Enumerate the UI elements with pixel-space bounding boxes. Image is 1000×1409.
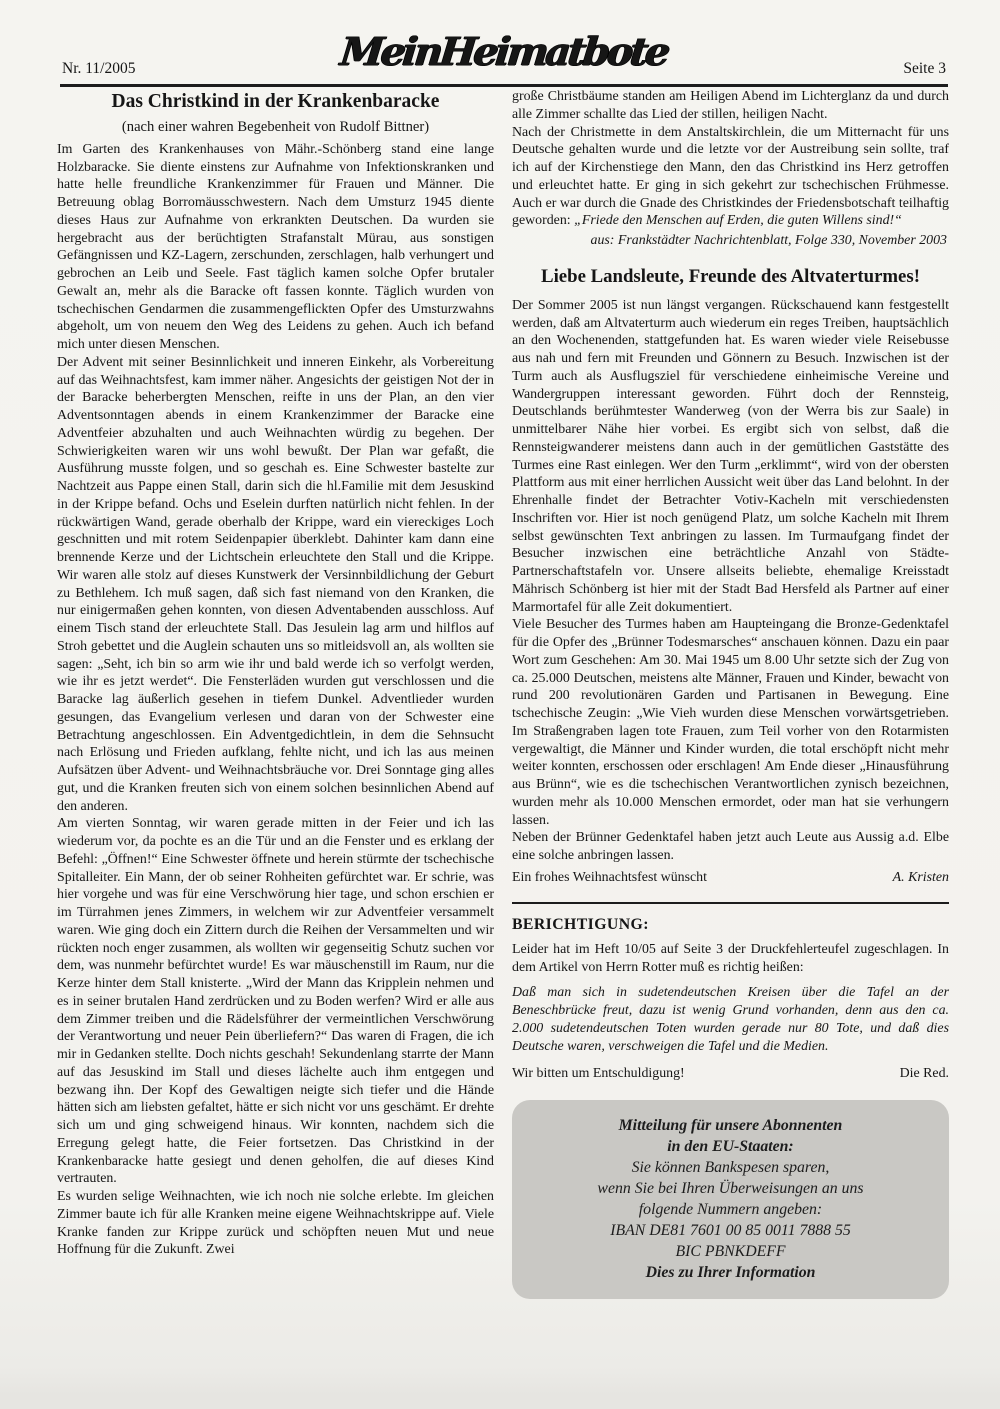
continuation-text: Nach der Christmette in dem Anstaltskirchlein, die um Mitternacht für uns Deutsche gehalten wurde und die letzte vor der Austreibung sein sollte, traf ich auf der Kirchenstiege den Mann, den das Christkind ins Herz getroffen und erleuchtet hatte. Er ging in sich gekehrt zur tschechischen Frühmesse. Auch er war durch die Gnade des Christkindes der Friedensbotschaft teilhaftig geworden: [512,124,949,229]
editors-signature: Die Red. [899,1065,949,1081]
section-divider [512,902,949,904]
closing-wish: Ein frohes Weihnachtsfest wünscht [512,869,707,885]
source-attribution: aus: Frankstädter Nachrichtenblatt, Folge 330, November 2003 [590,233,947,248]
article2-paragraph: Viele Besucher des Turmes haben am Haupteingang die Bronze-Gedenktafel für die Opfer des „Brünner Todesmarsches“ anschauen können. Dazu ein paar Wort zum Geschehen: Am 30. Mai 1945 um 8.00 Uhr setzte sich der Zug von ca. 25.000 Deutschen, meistens alte Männer, Frauen und Kinder, bewacht von rund 200 revolutionären Garden und Partisanen in Bewegung. Eine tschechische Zeugin: „Wie Vieh wurden diese Menschen vorwärtsgetrieben. Im Straßengraben lagen tote Frauen, zum Teil vorher von den Rotarmisten vergewaltigt, die Männer und Kinder wurden, die total erschöpft nicht mehr weiter konnten, erschossen oder erschlagen! Am Ende dieser „Hinausführung aus Brünn“, wie es die tschechischen Verantwortlichen zynisch bezeichnen, wurden mehr als 10.000 Menschen ermordet, oder man hat sie verhungern lassen. [512,617,949,828]
article1-paragraph: Es wurden selige Weihnachten, wie ich noch nie solche erlebte. Im gleichen Zimmer baute ich für alle Kranken meine eigene Weihnachtskrippe auf. Viele Kranke fanden zur Krippe zurück und schöpften neuen Mut und neue Hoffnung für die Zukunft. Zwei [57,1189,494,1258]
page-number: Seite 3 [903,60,946,77]
notice-line: wenn Sie bei Ihren Überweisungen an uns [597,1180,864,1198]
issue-number: Nr. 11/2005 [62,60,136,77]
notice-line: Mitteilung für unsere Abonnenten [618,1117,843,1135]
notice-line: folgende Nummern angeben: [638,1201,823,1219]
notice-line: in den EU-Staaten: [667,1138,794,1156]
subscriber-notice-box [512,1100,949,1299]
article1-paragraph: Im Garten des Krankenhauses von Mähr.-Schönberg stand eine lange Holzbaracke. Sie diente einstens zur Aufnahme von Infektionskranken und hatte helle freundliche Krankenzimmer für Frauen und Männer. Die Betreuung oblag Borromäusschwestern. Nach dem Umsturz 1945 diente dieses Haus zur Aufnahme von erkrankten Deutschen. Da wurden sie hergebracht aus der berüchtigten Strafanstalt Mürau, aus sonstigen Gefängnissen und KZ-Lagern, zerschunden, zerschlagen, halb verhungert und gebrochen an Leib und Seele. Fast täglich kamen solche Opfer brutaler Gewalt an, mehr als die Baracke oft fassen konnte. Täglich wurden von tschechischen Gendarmen die zusammengeflickten Opfer des Umsturzwahns abgeholt, um von neuem den Weg des Leidens zu gehen. Auch ich befand mich unter diesen Menschen. [57,141,494,352]
article1-subtitle: (nach einer wahren Begebenheit von Rudolf Bittner) [121,119,430,135]
author-signature: A. Kristen [892,869,949,885]
correction-title: BERICHTIGUNG: [512,915,649,933]
article2-paragraph: Neben der Brünner Gedenktafel haben jetzt auch Leute aus Aussig a.d. Elbe eine solche anbringen lassen. [512,830,949,863]
article1-paragraph: Am vierten Sonntag, wir waren gerade mitten in der Feier und ich las wiederum vor, da pochte es an die Tür und an die Fenster und es erklang der Befehl: „Öffnen!“ Eine Schwester öffnete und herein stürmte der tschechische Spitalleiter. Ein Mann, der ob seiner Rohheiten gefürchtet war. Er schrie, was hier vorgehe und was für eine Verschwörung hier tage, und schon erschien er im Türrahmen jenes Zimmers, in welchem wir zur Adventfeier versammelt waren. Wie ging doch ein Zittern durch die Reihen der Versammelten und wir rückten noch enger zusammen, als wollten wir gegenseitig Schutz suchen vor dem, was nunmehr befürchtet wurde! Es war mäuschenstill im Raum, nur die Kerze hinter dem Stall knisterte. „Wird der Mann das Kripplein nehmen und es in seiner brutalen Hand zerdrücken und zu Boden werfen? Wird er alle aus dem Zimmer treiben und die Rädelsführer der vermeintlichen Verschwörung der Verantwortung und neuer Pein überliefern?“ Das waren di Fragen, die ich mir in Gedanken stellte. Doch nichts geschah! Sekundenlang starrte der Mann auf das Jesuskind im Stall und dieses lächelte auch ihm entgegen und bezwang ihn. Der Kopf des Gewaltigen neigte sich tiefer und die Hände hätten sich am liebsten gefaltet, hätte er sich nicht vor uns geschämt. Er drehte sich um und ging schweigend hinaus. Wir konnten, nachdem sich die Erregung gelegt hatte, die Feier fortsetzen. Das Christkind in der Krankenbaracke hatte gesiegt und denen geholfen, die auf dieses Kind vertrauten. [57,816,494,1187]
article1-paragraph: Der Advent mit seiner Besinnlichkeit und inneren Einkehr, als Vorbereitung auf das Weihnachtsfest, kam immer näher. Angesichts der geistigen Not der in der Baracke beherbergten Menschen, reifte in uns der Plan, an den vier Adventsonntagen abends in einem Krankenzimmer der Baracke eine Adventfeier abzuhalten und auch Weihnachten würdig zu begehen. Der Schwierigkeiten waren wir uns wohl bewußt. Der Plan war gefaßt, die Ausführung musste folgen, und so geschah es. Eine Schwester bastelte zur Nachtzeit aus Pappe einen Stall, darin sich die hl.Familie mit dem Jesuskind in der Krippe befand. Ochs und Eselein durften natürlich nicht fehlen. In der rückwärtigen Wand, gerade oberhalb der Krippe, ward ein viereckiges Loch geschnitten und mit rotem Seidenpapier überklebt. Dahinter kam dann eine brennende Kerze und der Lichtschein erleuchtete den Stall und die Krippe. Wir waren alle stolz auf dieses Kunstwerk der Versinnbildlichung der Geburt zu Bethlehem. Ich muß sagen, daß sich fast niemand von den Kranken, die nur einigermaßen gehen konnten, von diesen Adventabenden ausschloss. Auf einem Tisch stand der erleuchtete Stall. Das Jesulein lag arm und hilflos auf Stroh gebettet und die Auglein schauten uns so mitleidsvoll an, als wollten sie sagen: „Seht, ich bin so arm wie ihr und bald werde ich so verfolgt werden, wie ihr es jetzt werdet“. Die Fensterläden wurden gut verschlossen und die Baracke lag äußerlich gesehen in tiefem Dunkel. Adventlieder wurden gesungen, das Evangelium verlesen und daran von der Schwester eine Betrachtung angeschlossen. Ein Adventgedichtlein, in dem die Sehnsucht nach Erlösung und Frieden aufklang, fehlte nicht, und ich las aus meinen Aufsätzen über Advent- und Weihnachtsbräuche vor. Drei Sonntage ging alles gut, und die Kranken freuten sich von einem solchen besinnlichen Abend auf den anderen. [57,354,494,814]
right-column [512,88,949,1299]
article1-continuation-paragraph [512,124,949,231]
article1-continuation-paragraph: große Christbäume standen am Heiligen Abend im Lichterglanz da und durch alle Zimmer schallte das Lied der stillen, heiligen Nacht. [512,89,949,122]
article2-title: Liebe Landsleute, Freunde des Altvaterturmes! [541,265,920,287]
correction-quote: Daß man sich in sudetendeutschen Kreisen über die Tafel an der Beneschbrücke freut, dazu ist wenig Grund vorhanden, denn aus den ca. 2.000 sudetendeutschen Toten wurden gerade nur 80 Tote, und daß dies Deutsche waren, verschweigen die Tafel und die Medien. [512,984,949,1055]
article1-title: Das Christkind in der Krankenbaracke [111,91,440,112]
correction-closing [512,1065,949,1083]
notice-line-iban: IBAN DE81 7601 00 85 0011 7888 55 [610,1222,851,1240]
scan-edge [0,1395,1000,1409]
left-column [57,88,494,1259]
page-header [60,28,948,87]
correction-intro: Leider hat im Heft 10/05 auf Seite 3 der Druckfehlerteufel zugeschlagen. In dem Artikel von Herrn Rotter muß es richtig heißen: [512,942,949,975]
article2-closing [512,869,949,887]
notice-line: Sie können Bankspesen sparen, [631,1159,830,1177]
article2-paragraph: Der Sommer 2005 ist nun längst vergangen. Rückschauend kann festgestellt werden, daß am Altvaterturm auch wiederum ein reges Treiben, hauptsächlich an den Wochenenden, stattgefunden hat. Es waren wieder viele Reisebusse aus nah und fern mit Freunden und Gönnern zu Besuch. Inzwischen ist der Turm auch als Ausflugsziel für verschiedene einheimische Vereine und Wandergruppen interessant geworden. Führt doch der Rennsteig, Deutschlands berühmtester Wanderweg (von der Werra bis zur Saale) in unmittelbarer Nähe hier vorbei. Es ergibt sich von selbst, daß die Rennsteigwanderer meistens dann auch in der gemütlichen Gaststätte des Turmes eine Rast einlegen. Wer den Turm „erklimmt“, wird von der obersten Plattform aus mit einer herrlichen Aussicht weit über das Land belohnt. In der Ehrenhalle findet der Betrachter Votiv-Kacheln mit verschiedensten Inschriften vor. Hier ist noch genügend Platz, um solche Kacheln mit Ihrem selbst gewünschten Text anbringen zu lassen. Im Turmaufgang findet der Besucher inzwischen eine beträchtliche Anzahl von Städte-Partnerschaftstafeln vor. Unsere allseits beliebte, ehemalige Kreisstadt Mährisch Schönberg ist hier mit der Stadt Bad Hersfeld als Partner auf einer Marmortafel für alle Zeit dokumentiert. [512,297,949,615]
notice-line-bic: BIC PBNKDEFF [675,1243,786,1261]
masthead-logo: MeinHeimatbote [338,29,670,75]
apology-text: Wir bitten um Entschuldigung! [512,1065,685,1081]
peace-quote: „Friede den Menschen auf Erden, die guten Willens sind!“ [574,213,902,229]
notice-line: Dies zu Ihrer Information [645,1264,816,1282]
